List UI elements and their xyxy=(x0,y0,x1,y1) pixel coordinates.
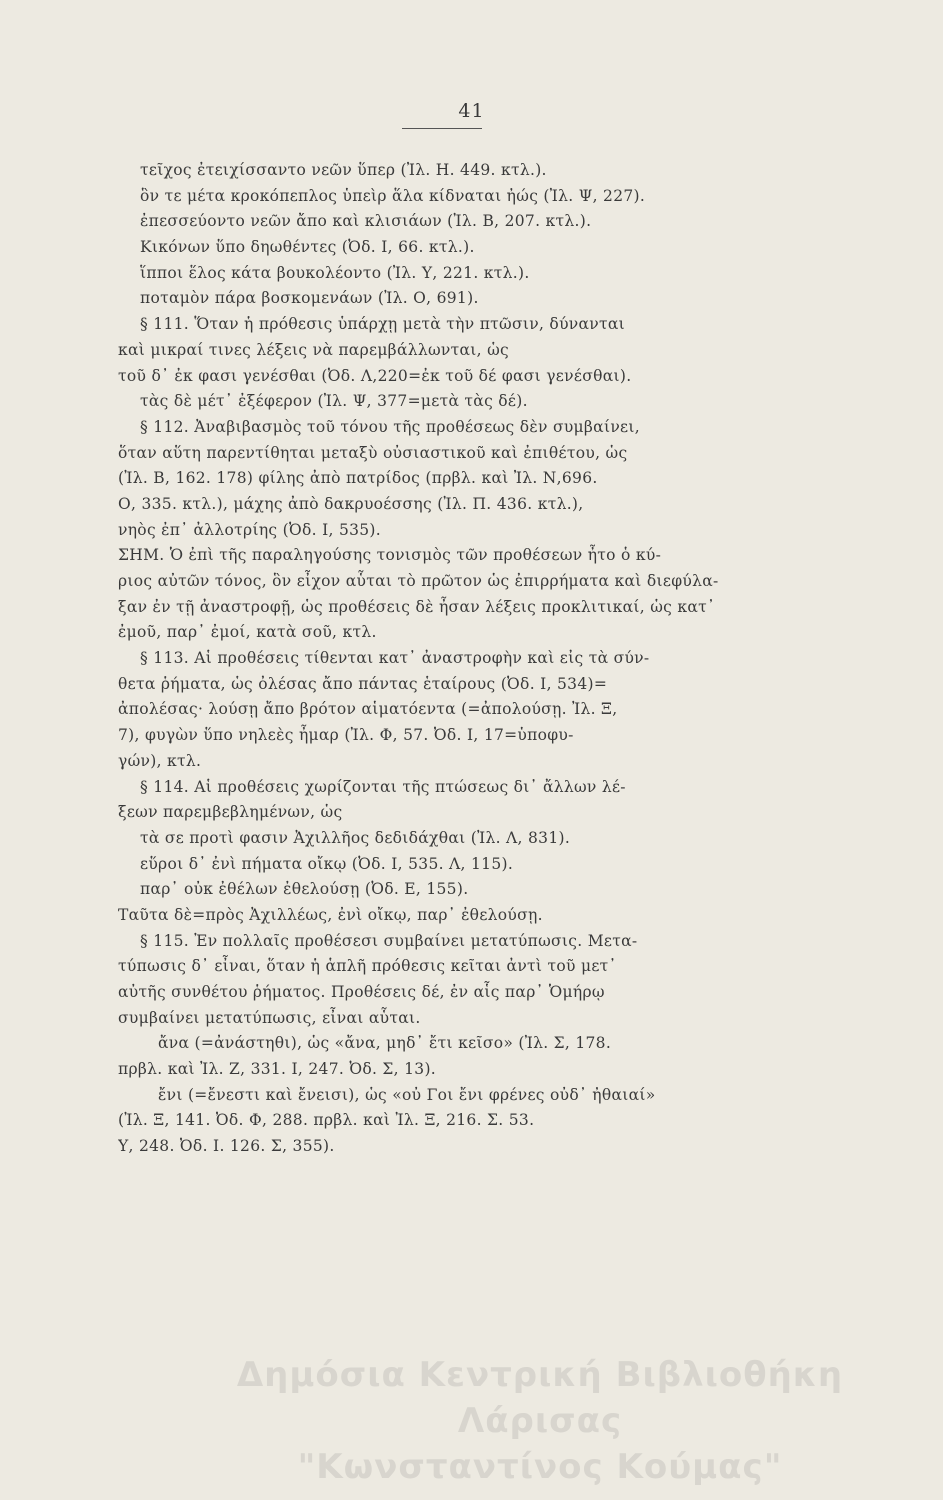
text-line: καὶ μικραί τινες λέξεις νὰ παρεμβάλλωνται, ὡς xyxy=(118,340,510,359)
library-watermark xyxy=(180,1352,900,1490)
text-line: Ο, 335. κτλ.), μάχης ἀπὸ δακρυοέσσης (Ἰλ. Π. 436. κτλ.), xyxy=(118,494,584,513)
text-line: (Ἰλ. Β, 162. 178) φίλης ἀπὸ πατρίδος (πρβλ. καὶ Ἰλ. Ν,696. xyxy=(118,469,598,488)
text-line: ξεων παρεμβεβλημένων, ὡς xyxy=(118,803,343,822)
text-line: τοῦ δ᾽ ἐκ φασι γενέσθαι (Ὀδ. Λ,220=ἐκ τοῦ δέ φασι γενέσθαι). xyxy=(118,366,632,385)
text-line: ἔνι (=ἔνεστι καὶ ἔνεισι), ὡς «οὐ Γοι ἔνι φρένες οὐδ᾽ ἠθαιαί» xyxy=(158,1085,656,1104)
text-line: εὕροι δ᾽ ἐνὶ πήματα οἴκῳ (Ὀδ. Ι, 535. Λ, 115). xyxy=(140,854,514,873)
text-line: § 114. Αἱ προθέσεις χωρίζονται τῆς πτώσεως δι᾽ ἄλλων λέ- xyxy=(140,777,626,796)
text-line: ἄνα (=ἀνάστηθι), ὡς «ἄνα, μηδ᾽ ἔτι κεῖσο» (Ἰλ. Σ, 178. xyxy=(158,1034,612,1053)
text-line: παρ᾽ οὐκ ἐθέλων ἐθελούσῃ (Ὀδ. Ε, 155). xyxy=(140,880,469,899)
text-line: § 111. Ὅταν ἡ πρόθεσις ὑπάρχῃ μετὰ τὴν πτῶσιν, δύνανται xyxy=(140,315,626,334)
text-line: ὅταν αὕτη παρεντίθηται μεταξὺ οὐσιαστικοῦ καὶ ἐπιθέτου, ὡς xyxy=(118,443,628,462)
text-line: ριος αὐτῶν τόνος, ὃν εἶχον αὗται τὸ πρῶτον ὡς ἐπιρρήματα καὶ διεφύλα- xyxy=(118,572,719,590)
text-line: τὰς δὲ μέτ᾽ ἐξέφερον (Ἰλ. Ψ, 377=μετὰ τὰς δέ). xyxy=(140,392,528,411)
header-rule xyxy=(402,128,482,129)
text-line: θετα ῥήματα, ὡς ὀλέσας ἄπο πάντας ἑταίρους (Ὀδ. Ι, 534)= xyxy=(118,674,608,693)
body-text xyxy=(118,158,843,1160)
text-line: Κικόνων ὕπο δηωθέντες (Ὀδ. Ι, 66. κτλ.). xyxy=(140,238,475,257)
text-line: Ταῦτα δὲ=πρὸς Ἀχιλλέως, ἐνὶ οἴκῳ, παρ᾽ ἐθελούσῃ. xyxy=(118,905,543,924)
text-line: 7), φυγὼν ὕπο νηλεὲς ἦμαρ (Ἰλ. Φ, 57. Ὀδ. Ι, 17=ὑποφυ- xyxy=(118,726,574,745)
text-line: § 113. Αἱ προθέσεις τίθενται κατ᾽ ἀναστροφὴν καὶ εἰς τὰ σύν- xyxy=(140,649,650,668)
text-line: νηὸς ἐπ᾽ ἀλλοτρίης (Ὀδ. Ι, 535). xyxy=(118,520,382,539)
text-line: Υ, 248. Ὀδ. Ι. 126. Σ, 355). xyxy=(118,1137,335,1156)
text-line: § 112. Ἀναβιβασμὸς τοῦ τόνου τῆς προθέσεως δὲν συμβαίνει, xyxy=(140,417,640,436)
text-line: τεῖχος ἐτειχίσσαντο νεῶν ὕπερ (Ἰλ. Η. 449. κτλ.). xyxy=(140,161,547,179)
watermark-line-2: "Κωνσταντίνος Κούμας" xyxy=(297,1447,783,1487)
text-line: ἐπεσσεύοντο νεῶν ἄπο καὶ κλισιάων (Ἰλ. Β, 207. κτλ.). xyxy=(140,212,592,231)
text-line: τύπωσις δ᾽ εἶναι, ὅταν ἡ ἁπλῆ πρόθεσις κεῖται ἀντὶ τοῦ μετ᾽ xyxy=(118,957,617,976)
text-line: ΣΗΜ. Ὁ ἐπὶ τῆς παραληγούσης τονισμὸς τῶν προθέσεων ἦτο ὁ κύ- xyxy=(118,546,662,565)
text-line: γών), κτλ. xyxy=(118,751,202,770)
text-line: πρβλ. καὶ Ἰλ. Ζ, 331. Ι, 247. Ὀδ. Σ, 13). xyxy=(118,1060,437,1079)
text-line: ξαν ἐν τῇ ἀναστροφῇ, ὡς προθέσεις δὲ ἦσαν λέξεις προκλιτικαί, ὡς κατ᾽ xyxy=(118,597,716,616)
text-line: (Ἰλ. Ξ, 141. Ὀδ. Φ, 288. πρβλ. καὶ Ἰλ. Ξ, 216. Σ. 53. xyxy=(118,1111,535,1130)
text-line: ἵπποι ἕλος κάτα βουκολέοντο (Ἰλ. Υ, 221. κτλ.). xyxy=(140,263,530,282)
text-line: αὐτῆς συνθέτου ῥήματος. Προθέσεις δέ, ἐν αἷς παρ᾽ Ὁμήρῳ xyxy=(118,983,605,1001)
text-line: ποταμὸν πάρα βοσκομενάων (Ἰλ. Ο, 691). xyxy=(140,289,479,308)
text-line: ἀπολέσας· λούσῃ ἄπο βρότον αἱματόεντα (=ἀπολούσῃ. Ἰλ. Ξ, xyxy=(118,700,618,719)
text-line: § 115. Ἐν πολλαῖς προθέσεσι συμβαίνει μετατύπωσις. Μετα- xyxy=(140,931,638,950)
text-line: ἐμοῦ, παρ᾽ ἐμοί, κατὰ σοῦ, κτλ. xyxy=(118,623,377,642)
watermark-line-1: Δημόσια Κεντρική Βιβλιοθήκη Λάρισας xyxy=(236,1355,844,1441)
page-number: 41 xyxy=(458,100,485,122)
text-line: συμβαίνει μετατύπωσις, εἶναι αὗται. xyxy=(118,1008,421,1027)
text-line: τὰ σε προτὶ φασιν Ἀχιλλῆος δεδιδάχθαι (Ἰλ. Λ, 831). xyxy=(140,828,571,847)
text-line: ὃν τε μέτα κροκόπεπλος ὑπεὶρ ἅλα κίδναται ἠώς (Ἰλ. Ψ, 227). xyxy=(140,186,646,205)
